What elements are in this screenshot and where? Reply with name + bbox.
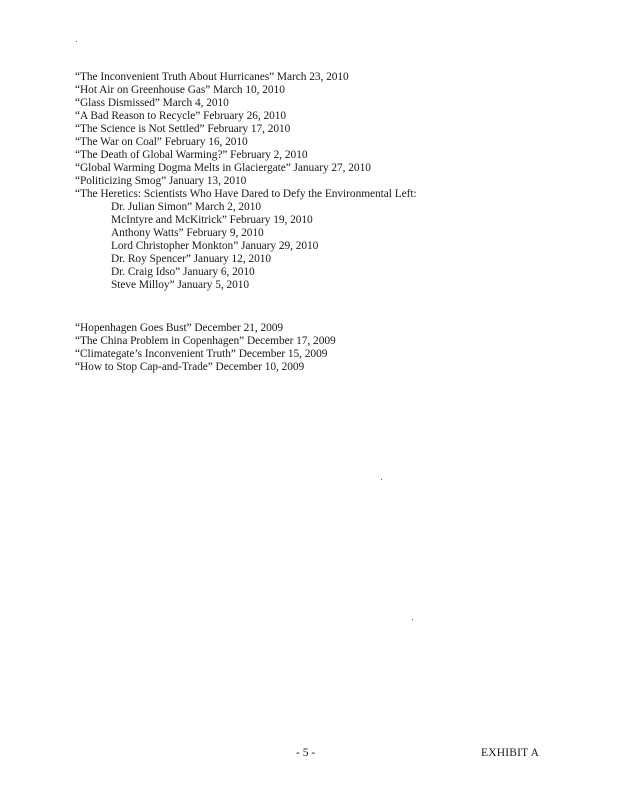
- list-item: “Glass Dismissed” March 4, 2010: [75, 97, 229, 109]
- list-item: “The Science is Not Settled” February 17, 2010: [75, 123, 291, 135]
- list-subitem: Dr. Julian Simon” March 2, 2010: [111, 201, 261, 213]
- list-item: “Hot Air on Greenhouse Gas” March 10, 2010: [75, 84, 285, 96]
- list-item: “The War on Coal” February 16, 2010: [75, 136, 248, 148]
- article-list-2010: [75, 71, 417, 292]
- exhibit-label: EXHIBIT A: [481, 747, 540, 759]
- list-subitem: Anthony Watts” February 9, 2010: [111, 227, 264, 239]
- page-number: - 5 -: [296, 747, 316, 759]
- article-list-2009: [75, 322, 336, 374]
- list-item: “The Death of Global Warming?” February 2, 2010: [75, 149, 308, 161]
- list-item: “Global Warming Dogma Melts in Glaciergate” January 27, 2010: [75, 162, 371, 174]
- list-subitem: Dr. Craig Idso” January 6, 2010: [111, 266, 255, 278]
- list-item: “Politicizing Smog” January 13, 2010: [75, 175, 247, 187]
- list-item: “The Heretics: Scientists Who Have Dared to Defy the Environmental Left:: [75, 188, 417, 200]
- scan-speck: [76, 41, 77, 42]
- list-item: “How to Stop Cap-and-Trade” December 10, 2009: [75, 361, 305, 373]
- list-item: “A Bad Reason to Recycle” February 26, 2010: [75, 110, 287, 122]
- list-item: “The Inconvenient Truth About Hurricanes” March 23, 2010: [75, 71, 349, 83]
- list-subitem: Dr. Roy Spencer” January 12, 2010: [111, 253, 271, 265]
- list-subitem: McIntyre and McKitrick” February 19, 2010: [111, 214, 313, 226]
- list-item: “Climategate’s Inconvenient Truth” December 15, 2009: [75, 348, 328, 360]
- list-subitem: Lord Christopher Monkton” January 29, 2010: [111, 240, 319, 252]
- list-item: “Hopenhagen Goes Bust” December 21, 2009: [75, 322, 284, 334]
- list-subitem: Steve Milloy” January 5, 2010: [111, 279, 250, 291]
- scan-speck: [381, 479, 382, 480]
- scan-speck: [412, 619, 413, 620]
- list-item: “The China Problem in Copenhagen” December 17, 2009: [75, 335, 336, 347]
